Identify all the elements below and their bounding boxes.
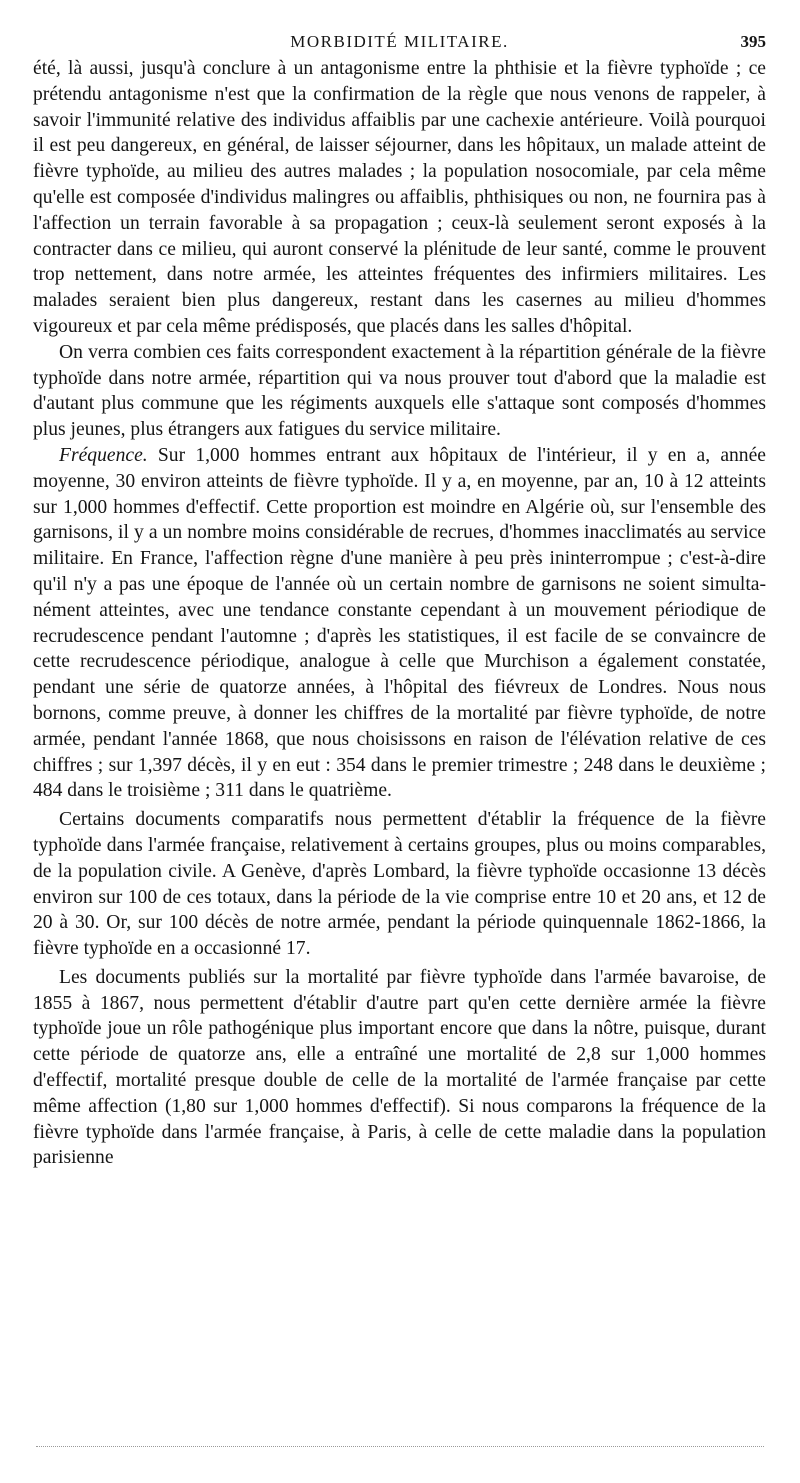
paragraph-text: été, là aussi, jusqu'à conclure à un antagonisme entre la phthisie et la fièvre typhoïde ; ce prétendu antagonisme n'est que la confirmation de la règle que nous venons de rappeler, à savoir l'immunité relative des individus affaiblis par une cachexie antérieure. Voilà pourquoi il est peu dangereux, en général, de laisser séjourner, dans les hôpitaux, un malade atteint de fièvre typhoïde, au milieu des autres malades ; la population nosocomiale, par cela même qu'elle est composée d'individus malingres ou affaiblis, phthisiques ou non, ne fournira pas à l'affection un terrain favorable à sa propagation ; ceux-là seulement seront exposés à la contracter dans ce milieu, qui auront conservé la plénitude de leur santé, comme le prouvent trop nettement, dans notre armée, les atteintes fréquentes des infirmiers militaires. Les malades seraient bien plus dangereux, restant dans les casernes au milieu d'hommes vigoureux et par cela même prédisposés, que placés dans les salles d'hôpital. [33,58,766,337]
body-text [33,56,766,1171]
paragraph-text: Certains documents comparatifs nous permettent d'établir la fréquence de la fièvre typhoïde dans l'armée française, relativement à certains groupes, plus ou moins comparables, de la population civile. A Genève, d'après Lombard, la fièvre typhoïde occasionne 13 décès environ sur 100 de ces totaux, dans la période de la vie comprise entre 10 et 20 ans, et 12 de 20 à 30. Or, sur 100 décès de notre armée, pendant la période quinquennale 1862-1866, la fièvre typhoïde en a occasionné 17. [33,809,766,960]
paragraph-text: Sur 1,000 hommes entrant aux hôpitaux de l'intérieur, il y en a, année moyenne, 30 environ atteints de fièvre typhoïde. Il y a, en moyenne, par an, 10 à 12 atteints sur 1,000 hommes d'effectif. Cette proportion est moindre en Algérie où, sur l'ensemble des garnisons, il y a un nombre moins considérable de recrues, d'hommes inacclimatés au service militaire. En France, l'affection règne d'une manière à peu près ininterrompue ; c'est-à-dire qu'il n'y a pas une époque de l'année où un certain nombre de garnisons ne soient simultanément atteintes, avec une tendance constante cependant à un mouvement périodique de recrudescence pendant l'automne ; d'après les statistiques, il est facile de se convaincre de cette recrudescence périodique, analogue à celle que Murchison a également constatée, pendant une série de quatorze années, à l'hôpital des fiévreux de Londres. Nous nous bornons, comme preuve, à donner les chiffres de la mortalité par fièvre typhoïde, de notre armée, pendant l'année 1868, que nous choisissons en raison de l'élévation relative de ces chiffres ; sur 1,397 décès, il y en eut : 354 dans le premier trimestre ; 248 dans le deuxième ; 484 dans le troisième ; 311 dans le quatrième. [33,444,766,802]
paragraph-frequence [33,443,766,804]
paragraph-armee-bavaroise [33,965,766,1171]
paragraph-documents-comparatifs [33,807,766,962]
running-title: MORBIDITÉ MILITAIRE. [290,32,509,51]
paragraph-text: On verra combien ces faits correspondent exactement à la répartition générale de la fièvre typhoïde dans notre armée, répartition qui va nous prouver tout d'abord que la maladie est d'autant plus commune que les régiments auxquels elle s'attaque sont composés d'hommes plus jeunes, plus étrangers aux fatigues du service militaire. [33,341,766,441]
section-run-in-heading: Fréquence. [59,444,148,466]
paragraph-immunite [33,56,766,340]
paragraph-text: Les documents publiés sur la mortalité par fièvre typhoïde dans l'armée bavaroise, de 1855 à 1867, nous permettent d'établir d'autre part qu'en cette dernière armée la fièvre typhoïde joue un rôle pathogénique plus important encore que dans la nôtre, puisque, durant cette période de quatorze ans, elle a entraîné une mortalité de 2,8 sur 1,000 hommes d'effectif, mortalité presque double de celle de la mortalité de l'armée française par cette même affection (1,80 sur 1,000 hommes d'effectif). Si nous comparons la fréquence de la fièvre typhoïde dans l'armée française, à Paris, à celle de cette maladie dans la population parisienne [33,966,766,1169]
paragraph-repartition [33,340,766,443]
book-page [33,30,766,1171]
page-number: 395 [740,32,766,51]
bottom-dotted-rule [36,1446,764,1447]
running-head [33,30,766,56]
